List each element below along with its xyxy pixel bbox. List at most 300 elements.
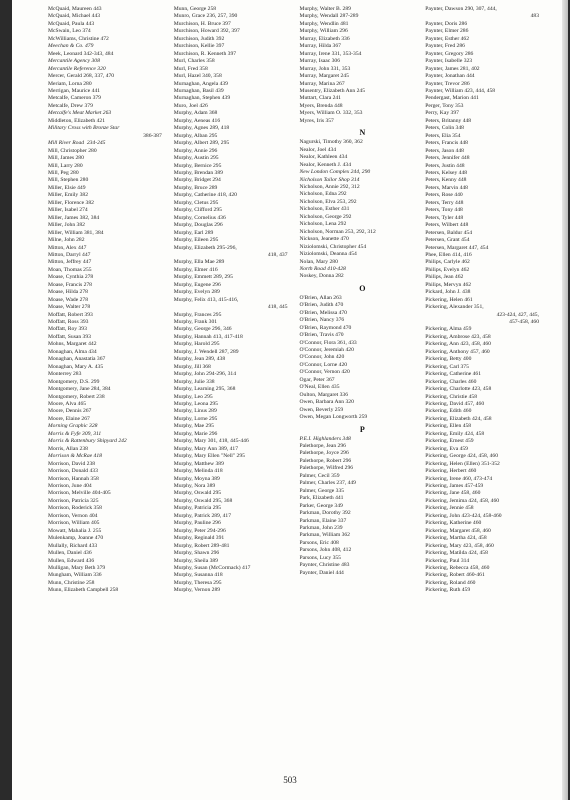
index-entry: Murphy, John 294-296, 314 bbox=[173, 371, 237, 378]
index-entry: Murphy, Theresa 295 bbox=[173, 579, 222, 586]
index-entry: Morrison, Roderick 358 bbox=[48, 505, 102, 512]
index-entry: Morris & Rattenbury Shipyard 242 bbox=[48, 438, 127, 445]
index-entry: Miller, Isabel 274 bbox=[48, 207, 88, 214]
index-entry: Myers, Brenda 448 bbox=[299, 102, 343, 109]
index-entry: Morris & Fyfe 309, 311 bbox=[48, 430, 102, 437]
index-entry: Metcalfe, Drew 379 bbox=[48, 102, 93, 109]
index-entry: Pickering, James 457-459 bbox=[425, 483, 484, 489]
index-entry: Moffatt, Roy 393 bbox=[48, 326, 87, 333]
index-entry: Pickering, Charles 460 bbox=[425, 378, 477, 385]
index-entry: Murray, Marina 267 bbox=[299, 80, 345, 87]
index-entry: Pickering, Robert 460-461 bbox=[425, 572, 485, 579]
index-entry: Morrison, Hannah 358 bbox=[48, 475, 99, 482]
index-entry: Murphy, Albert 289, 295 bbox=[173, 140, 230, 147]
index-entry: Pickering, Emily 424, 458 bbox=[425, 430, 485, 437]
index-entry: Muttart, Clara 241 bbox=[299, 95, 341, 102]
index-entry: Morrison, Patricia 325 bbox=[48, 497, 99, 504]
section-letter: O bbox=[359, 283, 366, 293]
index-columns bbox=[48, 6, 551, 595]
index-entry: Nagurski, Timothy 360, 362 bbox=[299, 139, 363, 146]
index-entry: Murphy, Elmer 416 bbox=[173, 266, 218, 273]
index-column-1 bbox=[48, 6, 174, 595]
index-entry: Murphy, Julie 338 bbox=[173, 378, 215, 385]
index-entry: Oulton, Margaret 336 bbox=[299, 391, 349, 398]
index-entry: Montgomery, Jane 284, 384 bbox=[48, 386, 111, 393]
index-entry: Murphy, Peter 294-296 bbox=[173, 527, 226, 534]
index-entry: Owen, Megan Longworth 259 bbox=[299, 414, 368, 421]
index-entry: Palethorpe, Joyce 296 bbox=[299, 450, 349, 457]
index-entry: Murphy, Patricia 295 bbox=[173, 505, 222, 512]
index-entry: Metcalfe, Cameron 379 bbox=[48, 95, 101, 102]
index-column-2 bbox=[174, 6, 300, 595]
index-entry: Palmer, George 335 bbox=[299, 487, 345, 494]
index-entry: Paynter, Daniel 444 bbox=[299, 569, 344, 576]
index-entry: Parkman, John 239 bbox=[299, 525, 343, 531]
index-entry: Mill, Stephen 280 bbox=[48, 177, 89, 184]
index-entry: Mill, Christopher 280 bbox=[48, 147, 97, 154]
index-entry: Murchison, Judith 392 bbox=[173, 35, 225, 42]
index-entry: O'Connor, Jeremiah 420 bbox=[299, 347, 354, 354]
index-entry: Peters, Tyler 448 bbox=[425, 214, 464, 221]
index-entry: Nicholson, Annie 292, 312 bbox=[299, 183, 360, 190]
index-entry: Mercantile Reference 320 bbox=[48, 65, 106, 72]
index-entry: Mitton, Alex 447 bbox=[48, 244, 87, 251]
index-entry: Mitton, Darryl 447 bbox=[48, 251, 91, 258]
index-entry: Ogar, Peter 367 bbox=[299, 376, 335, 383]
index-entry: Pickering, Christie 458 bbox=[425, 393, 477, 400]
index-entry: Meechan & Co. 479 bbox=[48, 43, 94, 50]
index-entry: Meriam, Lorna 280 bbox=[48, 80, 92, 87]
index-entry: Parsons, John 408, 412 bbox=[299, 547, 352, 554]
index-column-3 bbox=[300, 6, 426, 595]
index-entry: Niziolomski, Deanna 454 bbox=[299, 251, 357, 258]
index-entry: Middleton, Elizabeth 421 bbox=[48, 117, 106, 124]
section-letter: N bbox=[359, 128, 366, 138]
index-entry: Moase, Francis 278 bbox=[48, 281, 92, 288]
index-entry: Pickering, John 423-424, 458-460 bbox=[425, 512, 502, 519]
index-entry: Murphy, Susanna 418 bbox=[173, 572, 223, 579]
index-entry: Miller, James 382, 384 bbox=[48, 214, 100, 221]
index-entry: O'Connor, Lorne 420 bbox=[299, 361, 348, 368]
index-entry-continuation: 386-387 bbox=[143, 132, 162, 139]
index-entry: Murphy, Matthew 389 bbox=[173, 460, 224, 467]
index-entry: Nickson, Jeanette 470 bbox=[299, 236, 349, 243]
index-entry: Petersen, Baldur 454 bbox=[425, 229, 473, 236]
index-entry: Philips, Mervyn 462 bbox=[425, 281, 472, 288]
index-entry: Murphy, Marie 296 bbox=[173, 430, 218, 437]
index-entry: Murphy, Catherine 418, 420 bbox=[173, 192, 237, 199]
index-entry: Peters, Kenny 448 bbox=[425, 177, 467, 184]
index-entry: Montgomery, Robert 238 bbox=[48, 393, 105, 400]
index-entry: Murphy, Douglas 296 bbox=[173, 222, 223, 229]
index-entry: Morris, Allan 238 bbox=[48, 445, 88, 452]
index-entry: Murphy, Evelyn 289 bbox=[173, 289, 220, 296]
index-entry: Morrison, Donald 433 bbox=[48, 468, 98, 475]
index-entry: Murphy, Austin 295 bbox=[173, 155, 219, 162]
index-entry: Nicholson, Elva 253, 292 bbox=[299, 198, 357, 205]
index-entry: Philips, Jean 462 bbox=[425, 274, 464, 281]
index-entry: Mulligan, Mary Beth 379 bbox=[48, 564, 106, 571]
index-entry: Murphy, Elizabeth 295-296, bbox=[173, 244, 237, 251]
index-entry: Paynter, Jonathan 444 bbox=[425, 73, 475, 80]
index-entry: Peters, Colin 348 bbox=[425, 125, 464, 132]
index-entry: Morrison, William 405 bbox=[48, 520, 100, 527]
index-entry: Moffatt, Susan 393 bbox=[48, 333, 91, 340]
index-entry: Murphy, Learning 295, 368 bbox=[173, 386, 236, 393]
index-entry: Murphy, William 296 bbox=[299, 28, 348, 35]
index-entry: Peters, Jason 448 bbox=[425, 147, 464, 154]
index-entry: Peters, Jennifer 448 bbox=[425, 155, 470, 162]
index-entry: Mill, Larry 280 bbox=[48, 162, 83, 169]
index-entry: McSwain, Leo 374 bbox=[48, 28, 91, 35]
index-entry: Pickering, Carl 375 bbox=[425, 363, 469, 370]
index-entry: Palethorpe, Robert 296 bbox=[299, 457, 352, 464]
index-entry: Nolan, Mary 280 bbox=[299, 258, 338, 265]
index-entry: Paynter, James 281, 402 bbox=[425, 65, 480, 72]
index-entry: Nicholson, Norman 253, 292, 312 bbox=[299, 228, 376, 235]
index-entry: Murphy, Melinda 418 bbox=[173, 468, 223, 475]
index-entry: Nicholson, Lena 292 bbox=[299, 221, 347, 228]
index-entry: Peters, Francis 448 bbox=[425, 140, 468, 147]
index-entry: Murphy, Bernice 295 bbox=[173, 162, 222, 169]
index-entry: Murphy, Oswald 295 bbox=[173, 490, 222, 497]
index-entry: Murphy, Leo 295 bbox=[173, 393, 213, 400]
index-entry: O'Connor, Flora 361, 433 bbox=[299, 339, 357, 346]
index-entry: Murphy, Linus 289 bbox=[173, 408, 217, 415]
index-entry: Murnaghan, Basil 439 bbox=[173, 87, 224, 94]
index-entry: Peters, Elia 354 bbox=[425, 132, 461, 139]
index-entry: Murphy, George 296, 346 bbox=[173, 326, 232, 333]
index-entry: Pickard, John J. 438 bbox=[425, 289, 471, 296]
index-entry: Pendergast, Marion 441 bbox=[425, 95, 479, 102]
index-entry: Murphy, Mary Ann 389, 417 bbox=[173, 445, 239, 452]
index-entry: Murphy, Susan (McCormack) 417 bbox=[173, 564, 251, 571]
index-entry: Murphy, Patrick 289, 417 bbox=[173, 512, 232, 519]
index-entry: Mercer, Gerald 268, 337, 470 bbox=[48, 73, 115, 80]
index-entry: Palethorpe, Jean 296 bbox=[299, 443, 346, 450]
index-entry: Murphy, Mary Ellen "Nell" 295 bbox=[173, 453, 245, 460]
index-entry: Pickering, Herbert 460 bbox=[425, 468, 477, 475]
index-entry: McQuaid, Maureen 443 bbox=[48, 6, 102, 12]
index-entry: Phee, Ellen 414, 416 bbox=[425, 251, 472, 258]
index-entry: Peters, Terry 448 bbox=[425, 199, 464, 206]
index-entry: Pickering, Anthony 457, 460 bbox=[425, 348, 490, 355]
index-entry: Pickering, Martha 424, 458 bbox=[425, 535, 487, 542]
index-entry: Murphy, Leona 295 bbox=[173, 401, 218, 408]
index-entry: Morrison, Vernon 404 bbox=[48, 512, 98, 519]
index-entry: Munro, Grace 236, 257, 390 bbox=[173, 13, 238, 20]
index-column-4 bbox=[425, 6, 551, 595]
index-entry: Parsons, Eric 408 bbox=[299, 539, 339, 546]
index-entry: Murphy, Wendlin 481 bbox=[299, 20, 349, 27]
index-entry: Murray, Margaret 245 bbox=[299, 73, 349, 80]
index-entry: Murray, Isaac 306 bbox=[299, 58, 340, 65]
index-entry: Murray, John 331, 353 bbox=[299, 65, 351, 72]
index-entry: Murphy, Robert 289-481 bbox=[173, 542, 230, 549]
index-entry: Munn, Christine 258 bbox=[48, 579, 95, 586]
index-entry: Military Cross with Bronze Star bbox=[48, 125, 120, 132]
index-entry: Pickering, Jane 458, 460 bbox=[425, 490, 481, 497]
index-entry: Pickering, Paul 314 bbox=[425, 557, 470, 564]
index-entry: Moase, Wade 278 bbox=[48, 296, 88, 303]
index-entry: Murphy, Cornelius 436 bbox=[173, 214, 226, 221]
index-entry: Moase, Hilda 278 bbox=[48, 289, 88, 296]
index-entry: Mungham, William 336 bbox=[48, 572, 102, 579]
index-entry: Moase, Cynthia 278 bbox=[48, 274, 94, 281]
index-entry: Parkman, William 362 bbox=[299, 532, 350, 539]
index-entry: Morrison, Melville 404-405 bbox=[48, 490, 111, 497]
index-entry: Monaghan, Alma 434 bbox=[48, 348, 97, 355]
index-entry: Owen, Beverly 259 bbox=[299, 406, 344, 413]
index-entry: Mill River Road 234-245 bbox=[48, 140, 106, 147]
index-entry: Moore, Alva 465 bbox=[48, 401, 87, 408]
index-entry: Moffatt, Ross 393 bbox=[48, 319, 89, 326]
index-entry: Nealor, Kathleen 434 bbox=[299, 154, 348, 161]
index-entry: Peters, Justin 448 bbox=[425, 162, 465, 169]
index-entry: Murphy, Moyna 389 bbox=[173, 475, 220, 482]
index-entry: Morrison & McRae 418 bbox=[48, 453, 102, 460]
index-entry: Murphy, Earl 289 bbox=[173, 229, 214, 236]
index-entry-continuation: 423-424, 427, 445, bbox=[496, 311, 539, 318]
index-entry: Musentry, Elizabeth Ann 245 bbox=[299, 87, 366, 94]
index-entry: Paynter, Fred 286 bbox=[425, 43, 465, 50]
index-entry: Peters, Wilbert 448 bbox=[425, 222, 469, 229]
index-entry: Moore, Dennis 267 bbox=[48, 408, 92, 415]
index-entry: Murray, Elizabeth 336 bbox=[299, 35, 350, 42]
index-entry: O'Connor, John 420 bbox=[299, 354, 345, 361]
index-entry: Monterrey 283 bbox=[48, 371, 82, 378]
index-entry-continuation: 483 bbox=[530, 13, 539, 20]
index-entry: McQuaid, Paula 443 bbox=[48, 20, 95, 27]
index-entry: Pickering, Edith 460 bbox=[425, 408, 472, 415]
index-entry: Park, Elizabeth 441 bbox=[299, 495, 344, 502]
index-entry: Moase, Walter 278 bbox=[48, 304, 91, 311]
index-entry: Pickering, Eva 459 bbox=[425, 445, 468, 452]
index-entry: Pickering, Ellen 458 bbox=[425, 423, 472, 430]
index-entry: Peters, Tony 448 bbox=[425, 207, 463, 214]
index-entry: Metcalfe's Meat Market 263 bbox=[48, 110, 112, 117]
index-entry: Petersen, Grant 454 bbox=[425, 237, 470, 244]
index-entry: Nealor, Kenneth J. 434 bbox=[299, 161, 352, 168]
index-entry: Montgomery, D.S. 299 bbox=[48, 378, 100, 385]
index-entry: O'Brien, Raymond 470 bbox=[299, 324, 352, 331]
index-entry: Murphy, Jean 289, 438 bbox=[173, 356, 226, 363]
index-entry: Murphy, Mae 295 bbox=[173, 423, 214, 430]
index-entry: Mowatt, Mahalia J. 255 bbox=[48, 527, 102, 534]
index-entry: Murphy, Nora 389 bbox=[173, 483, 216, 489]
index-entry: Murphy, Ella Mae 289 bbox=[173, 259, 225, 266]
index-entry: Perger, Tony 353 bbox=[425, 102, 464, 109]
index-entry: Mill, James 280 bbox=[48, 155, 84, 162]
page-number: 503 bbox=[283, 775, 297, 785]
index-entry: Pickering, Jennie 458 bbox=[425, 505, 474, 512]
index-entry: Moffatt, Robert 393 bbox=[48, 311, 93, 318]
index-entry: Mullen, Daniel 436 bbox=[48, 550, 92, 557]
index-entry: Pickering, Mary 423, 458, 460 bbox=[425, 542, 494, 549]
index-entry: Pickering, Betty 400 bbox=[425, 356, 472, 363]
index-entry: Pickering, Rebecca 458, 460 bbox=[425, 564, 490, 571]
index-entry: Murphy, Pauline 296 bbox=[173, 520, 221, 527]
index-entry: Pickering, Katherine 460 bbox=[425, 520, 482, 527]
index-entry: Meek, Leonard 342-343, 484 bbox=[48, 50, 114, 57]
index-entry: Milne, John 282 bbox=[48, 237, 85, 244]
index-entry: O'Connor, Vernon 420 bbox=[299, 369, 350, 376]
index-entry: Murphy, Oswald 295, 368 bbox=[173, 497, 233, 504]
index-entry: Peters, Britanny 448 bbox=[425, 117, 472, 124]
index-entry: Murphy, Lorne 295 bbox=[173, 415, 218, 422]
index-entry: Munn, Elizabeth Campbell 258 bbox=[48, 587, 119, 594]
index-entry: Myers, William O. 332, 353 bbox=[299, 110, 363, 117]
index-entry: Pickering, Ann 423, 458, 460 bbox=[425, 341, 491, 348]
index-entry: Murphy, Adam 368 bbox=[173, 110, 218, 117]
index-entry: Mill, Peg 280 bbox=[48, 169, 79, 176]
index-entry: O'Brien, Allan 263 bbox=[299, 294, 342, 301]
index-entry: Murphy, Clifford 295 bbox=[173, 207, 222, 214]
index-entry: Murphy, J. Wendell 287, 289 bbox=[173, 348, 239, 355]
index-entry: Petersen, Margaret 447, 454 bbox=[425, 244, 489, 251]
index-entry: Murchison, Howard 392, 397 bbox=[173, 28, 240, 35]
index-entry: Murphy, Brendan 389 bbox=[173, 169, 223, 176]
index-entry: Murnaghan, Angela 439 bbox=[173, 80, 228, 87]
index-entry: Murphy, Agnes 289, 418 bbox=[173, 125, 230, 132]
index-entry: North Road 410-428 bbox=[299, 265, 346, 272]
index-entry: O'Brien, Nancy 376 bbox=[299, 317, 345, 324]
index-entry: Murphy, Shawn 296 bbox=[173, 550, 220, 557]
index-entry: Parker, George 349 bbox=[299, 502, 343, 509]
index-entry: Pickering, Ambrose 423, 458 bbox=[425, 333, 491, 340]
index-entry-continuation: 418, 437 bbox=[267, 251, 288, 258]
index-entry: Nicholson, George 292 bbox=[299, 213, 352, 220]
index-entry: Murphy, Alban 295 bbox=[173, 132, 218, 139]
index-entry: Pickering, Elizabeth 424, 458 bbox=[425, 415, 492, 422]
index-page bbox=[12, 0, 568, 800]
index-entry: Pickering, Catherine 461 bbox=[425, 371, 482, 378]
index-entry: O'Brien, Travis 470 bbox=[299, 332, 344, 339]
index-entry: Niziolomski, Christopher 454 bbox=[299, 243, 367, 250]
index-entry: Murl, Charles 358 bbox=[173, 58, 215, 65]
index-entry: Murphy, Cletus 295 bbox=[173, 199, 219, 206]
index-entry: Pickering, George 424, 458, 460 bbox=[425, 453, 499, 460]
index-entry: Paynter, Isabelle 323 bbox=[425, 58, 473, 65]
index-entry: Palmer, Cecil 359 bbox=[299, 472, 340, 479]
index-entry: Murchison, H. Bruce 397 bbox=[173, 20, 231, 27]
index-entry-continuation: 418, 445 bbox=[267, 304, 288, 311]
index-entry: Peters, Marvin 448 bbox=[425, 184, 468, 191]
index-entry: Paynter, Doris 286 bbox=[425, 20, 468, 27]
index-entry: Pickering, Alexander 351, bbox=[425, 304, 484, 311]
index-entry: Peters, Rose 440 bbox=[425, 192, 463, 199]
index-entry: Nealor, Joel 434 bbox=[299, 146, 337, 153]
index-entry: Philips, Evelyn 462 bbox=[425, 266, 470, 273]
index-entry: O'Brien, Judith 470 bbox=[299, 302, 344, 309]
index-entry: Moan, Thomas 255 bbox=[48, 266, 92, 273]
index-entry: Mullally, Richard 433 bbox=[48, 542, 98, 549]
index-entry-continuation: 457-458, 460 bbox=[509, 319, 539, 326]
index-entry: Parkman, Elaine 337 bbox=[299, 517, 347, 524]
index-entry: Paynter, Esther 462 bbox=[425, 35, 469, 42]
index-entry: Miller, Emily 382 bbox=[48, 192, 89, 199]
index-entry: Pickering, Alma 459 bbox=[425, 326, 472, 333]
index-entry: Murphy, Aeneas 416 bbox=[173, 117, 221, 124]
index-entry: Paynter, Elmer 286 bbox=[425, 28, 469, 35]
index-entry: Murphy, Bridget 294 bbox=[173, 177, 221, 184]
index-entry: Murphy, Vernon 289 bbox=[173, 587, 221, 594]
section-letter: P bbox=[359, 424, 365, 434]
index-entry: Pickering, Matilda 424, 458 bbox=[425, 550, 488, 557]
index-entry: Murphy, Felix 413, 415-416, bbox=[173, 296, 239, 303]
index-entry: Pickering, David 457, 460 bbox=[425, 401, 485, 408]
index-entry: Munn, George 258 bbox=[173, 6, 217, 12]
index-entry: Murphy, Eugene 296 bbox=[173, 281, 221, 288]
index-entry: Monaghan, Mary A. 435 bbox=[48, 363, 104, 370]
index-entry: Murl, Fred 358 bbox=[173, 65, 208, 72]
index-entry: Murphy, Annie 296 bbox=[173, 147, 218, 154]
index-entry: Pickering, Roland 460 bbox=[425, 579, 476, 586]
index-entry: Mitton, Jeffrey 447 bbox=[48, 259, 92, 266]
index-entry: Paynter, Dawson 290, 307, 444, bbox=[425, 6, 497, 12]
index-entry: Murphy, Mary 301, 418, 445-446 bbox=[173, 438, 249, 445]
index-entry: Murphy, Walter B. 289 bbox=[299, 6, 351, 12]
index-entry: Peters, Kelsey 448 bbox=[425, 169, 468, 176]
index-entry: Parkman, Dorothy 392 bbox=[299, 510, 351, 517]
index-entry: P.E.I. Highlanders 348 bbox=[299, 435, 351, 442]
index-entry: Murphy, Sheila 389 bbox=[173, 557, 218, 564]
index-entry: Palethorpe, Wilfred 296 bbox=[299, 465, 354, 472]
index-entry: Owen, Barbara Ann 320 bbox=[299, 399, 354, 406]
index-entry: New London Complex 244, 290 bbox=[299, 169, 371, 176]
index-entry: Nicholson, Esther 431 bbox=[299, 206, 350, 213]
index-entry: Palmer, Charles 237, 449 bbox=[299, 480, 356, 487]
index-entry: Murchison, R. Kenneth 397 bbox=[173, 50, 237, 57]
index-entry: Muro, Joel 426 bbox=[173, 102, 208, 109]
index-entry: Mullen, Edward 436 bbox=[48, 557, 95, 564]
index-entry: O'Brien, Melissa 470 bbox=[299, 309, 347, 316]
index-entry: Philips, Carlyle 462 bbox=[425, 259, 470, 266]
index-entry: Parsons, Lucy 355 bbox=[299, 554, 341, 561]
index-entry: Murray, Hilda 367 bbox=[299, 43, 341, 50]
index-entry: Morrison, David 238 bbox=[48, 460, 96, 467]
index-entry: Miller, William 381, 384 bbox=[48, 229, 104, 236]
index-entry: Miller, Elsie 449 bbox=[48, 184, 86, 191]
index-entry: Moore, Elaine 267 bbox=[48, 415, 90, 422]
index-entry: Paynter, Gregory 286 bbox=[425, 50, 474, 57]
index-entry: O'Neal, Ellen 435 bbox=[299, 384, 340, 391]
index-entry: Murphy, Frank 301 bbox=[173, 319, 218, 326]
index-entry: Pickering, Ernest 459 bbox=[425, 438, 474, 445]
index-entry: Paynter, Trevor 286 bbox=[425, 80, 470, 87]
index-entry: Murphy, Bruce 289 bbox=[173, 184, 218, 191]
index-entry: Miller, John 382 bbox=[48, 222, 85, 229]
index-entry: Murphy, Eileen 295 bbox=[173, 237, 219, 244]
index-entry: McWilliams, Christine 472 bbox=[48, 35, 109, 42]
index-entry: Murphy, Wendall 287-289 bbox=[299, 13, 359, 20]
index-entry: Mulenkamp, Joanne 470 bbox=[48, 535, 104, 542]
index-entry: Nicholson, Edna 292 bbox=[299, 191, 347, 198]
index-entry: Murphy, Emmett 289, 295 bbox=[173, 274, 233, 281]
index-entry: Nicholson Tailor Shop 314 bbox=[299, 176, 360, 183]
index-entry: Murphy, Frances 295 bbox=[173, 311, 222, 318]
index-entry: Morrison, June 404 bbox=[48, 483, 92, 489]
index-entry: Mercantile Agency 308 bbox=[48, 58, 100, 65]
index-entry: Murphy, Reginald 391 bbox=[173, 535, 225, 542]
index-entry: Paynter, Christine 483 bbox=[299, 562, 350, 569]
index-entry: Pickering, Margaret 458, 460 bbox=[425, 527, 491, 534]
index-entry: Mohns, Margaret 442 bbox=[48, 341, 97, 348]
index-entry: Murphy, Harold 295 bbox=[173, 341, 220, 348]
index-entry: Perry, Kay 397 bbox=[425, 110, 459, 117]
index-entry: Monaghan, Anastatia 367 bbox=[48, 356, 106, 363]
index-entry: Murphy, Jill 368 bbox=[173, 363, 211, 370]
